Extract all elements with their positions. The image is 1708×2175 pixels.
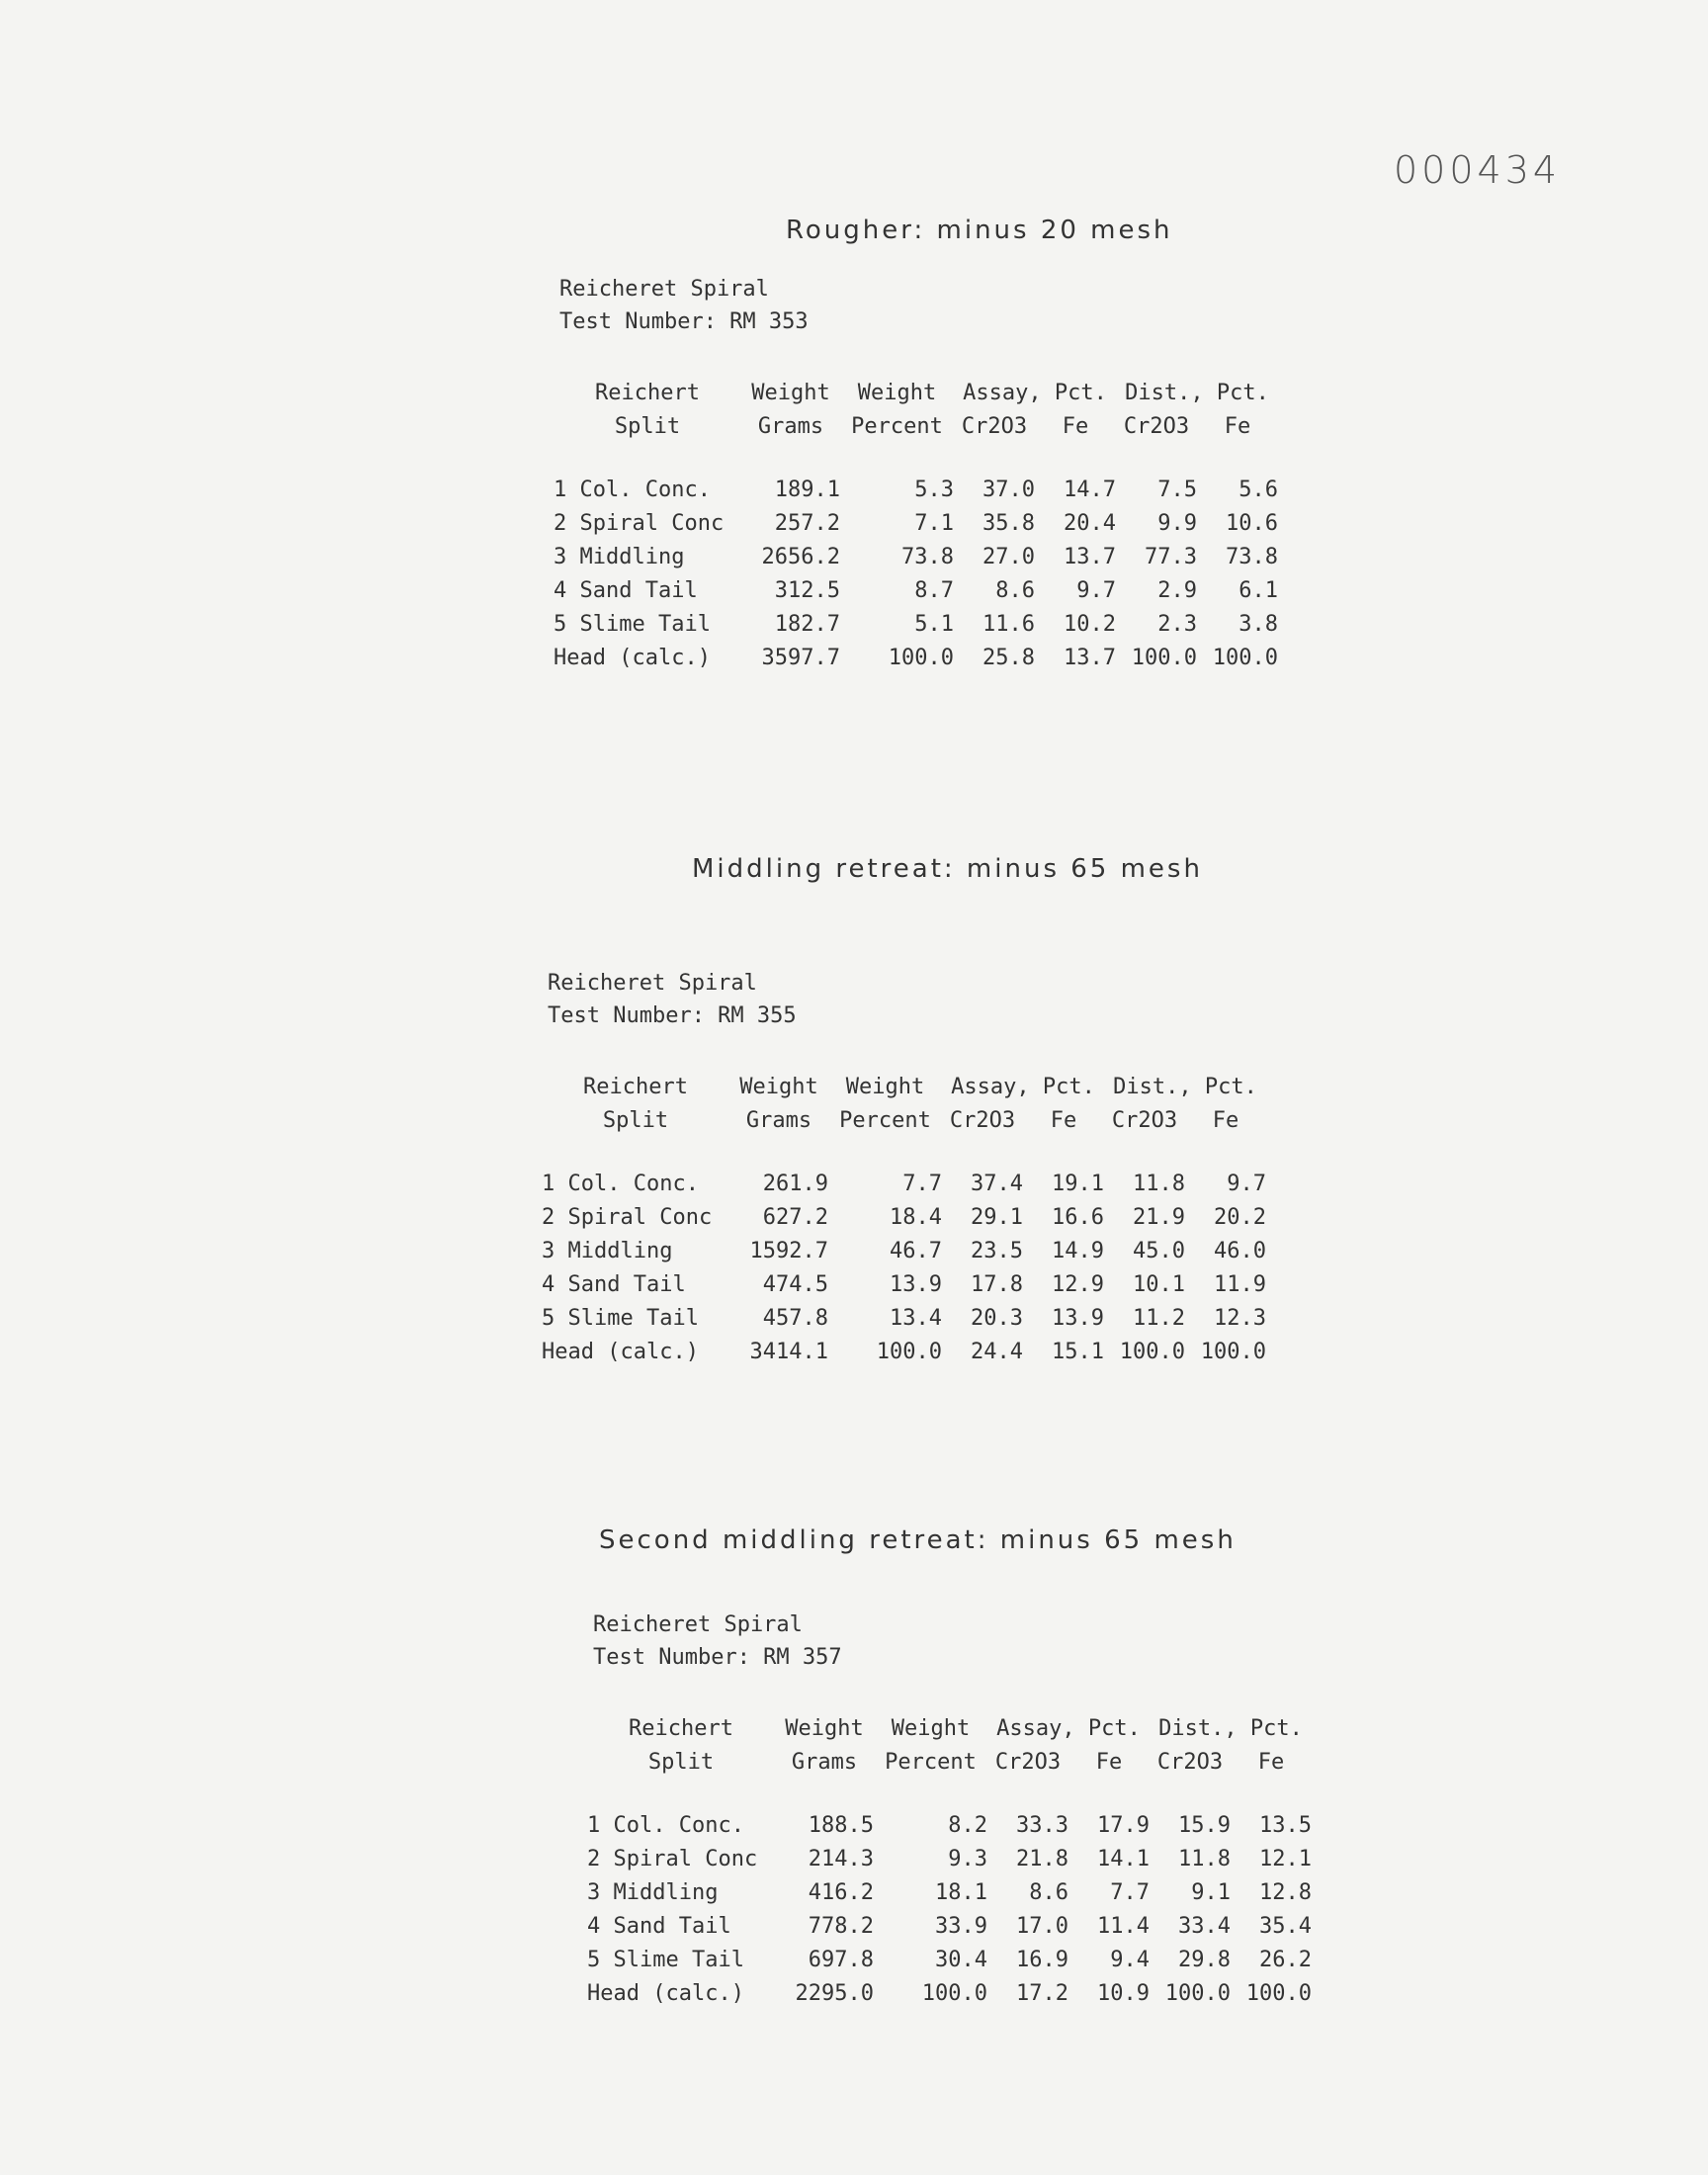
value-cell: 2656.2 — [761, 544, 840, 569]
value-cell: 100.0 — [876, 1339, 942, 1364]
value-cell: 9.7 — [1076, 577, 1116, 603]
value-cell: 25.8 — [982, 645, 1035, 670]
split-label: 1 Col. Conc. — [554, 477, 711, 502]
test-number: Test Number: RM 355 — [548, 1003, 797, 1028]
value-cell: 29.8 — [1178, 1947, 1231, 1972]
table-row — [542, 1301, 1266, 1335]
value-cell: 16.9 — [1016, 1947, 1068, 1972]
value-cell: 1592.7 — [749, 1238, 828, 1263]
column-subheader: Fe — [1257, 1749, 1285, 1775]
value-cell: 100.0 — [1245, 1980, 1312, 2006]
value-cell: 12.3 — [1214, 1305, 1266, 1331]
value-cell: 312.5 — [774, 577, 840, 603]
column-header: Weight — [739, 1074, 818, 1099]
value-cell: 18.4 — [890, 1204, 942, 1230]
column-header: Weight — [785, 1715, 864, 1741]
value-cell: 33.3 — [1016, 1812, 1068, 1838]
column-subheader: Split — [647, 1749, 715, 1775]
row-spacer — [542, 1137, 1266, 1167]
column-subheader: Percent — [851, 413, 943, 439]
value-cell: 8.6 — [995, 577, 1035, 603]
column-header: Reichert — [595, 380, 700, 405]
value-cell: 100.0 — [1119, 1339, 1185, 1364]
header-row-2 — [554, 409, 1278, 443]
value-cell: 416.2 — [808, 1879, 874, 1905]
value-cell: 20.4 — [1064, 510, 1116, 536]
header-row-1 — [542, 1070, 1266, 1103]
value-cell: 457.8 — [762, 1305, 828, 1331]
header-row-1 — [587, 1711, 1312, 1745]
table-row — [554, 506, 1278, 540]
split-label: 2 Spiral Conc — [554, 510, 725, 536]
value-cell: 27.0 — [982, 544, 1035, 569]
value-cell: 189.1 — [774, 477, 840, 502]
value-cell: 19.1 — [1052, 1171, 1104, 1196]
column-subheader: Fe — [1224, 413, 1251, 439]
column-subheader: Split — [602, 1107, 669, 1133]
value-cell: 10.2 — [1064, 611, 1116, 637]
column-header: Reichert — [629, 1715, 733, 1741]
value-cell: 20.2 — [1214, 1204, 1266, 1230]
split-label: 5 Slime Tail — [554, 611, 711, 637]
section-title: Middling retreat: minus 65 mesh — [692, 854, 1203, 884]
value-cell: 11.4 — [1097, 1913, 1150, 1939]
split-label: 3 Middling — [554, 544, 685, 569]
value-cell: 5.3 — [914, 477, 954, 502]
value-cell: 12.8 — [1259, 1879, 1312, 1905]
table-row — [542, 1267, 1266, 1301]
split-label: 4 Sand Tail — [542, 1271, 686, 1297]
value-cell: 3597.7 — [761, 645, 840, 670]
test-number: Test Number: RM 353 — [559, 309, 809, 334]
spacer-cell — [554, 443, 1278, 473]
value-cell: 23.5 — [971, 1238, 1023, 1263]
value-cell: 21.8 — [1016, 1846, 1068, 1871]
value-cell: 30.4 — [935, 1947, 987, 1972]
value-cell: 6.1 — [1238, 577, 1278, 603]
value-cell: 100.0 — [1212, 645, 1278, 670]
split-label: 2 Spiral Conc — [542, 1204, 713, 1230]
value-cell: 697.8 — [808, 1947, 874, 1972]
column-subheader: Cr2O3 — [1111, 1107, 1178, 1133]
column-subheader: Grams — [791, 1749, 858, 1775]
column-subheader: Fe — [1095, 1749, 1123, 1775]
page-number: 000434 — [1394, 148, 1562, 192]
spacer-cell — [542, 1137, 1266, 1167]
value-cell: 3.8 — [1238, 611, 1278, 637]
value-cell: 3414.1 — [749, 1339, 828, 1364]
column-subheader: Fe — [1212, 1107, 1239, 1133]
value-cell: 13.9 — [1052, 1305, 1104, 1331]
table-row — [554, 607, 1278, 641]
value-cell: 17.8 — [971, 1271, 1023, 1297]
value-cell: 13.7 — [1064, 544, 1116, 569]
value-cell: 778.2 — [808, 1913, 874, 1939]
column-header: Weight — [845, 1074, 925, 1099]
column-subheader: Grams — [757, 413, 824, 439]
value-cell: 13.9 — [890, 1271, 942, 1297]
column-subheader: Fe — [1062, 413, 1089, 439]
results-table — [554, 376, 1278, 674]
column-subheader: Fe — [1050, 1107, 1077, 1133]
value-cell: 8.7 — [914, 577, 954, 603]
value-cell: 12.1 — [1259, 1846, 1312, 1871]
section-title: Second middling retreat: minus 65 mesh — [599, 1525, 1237, 1555]
value-cell: 73.8 — [901, 544, 954, 569]
value-cell: 35.4 — [1259, 1913, 1312, 1939]
table-row — [542, 1167, 1266, 1200]
value-cell: 21.9 — [1133, 1204, 1185, 1230]
column-subheader: Cr2O3 — [1123, 413, 1190, 439]
value-cell: 11.8 — [1133, 1171, 1185, 1196]
value-cell: 17.9 — [1097, 1812, 1150, 1838]
column-subheader: Cr2O3 — [949, 1107, 1016, 1133]
split-label: 5 Slime Tail — [542, 1305, 699, 1331]
split-label: Head (calc.) — [554, 645, 711, 670]
value-cell: 9.9 — [1157, 510, 1197, 536]
value-cell: 7.7 — [902, 1171, 942, 1196]
column-header: Dist., Pct. — [1158, 1715, 1303, 1741]
column-header: Assay, Pct. — [996, 1715, 1141, 1741]
column-header: Weight — [751, 380, 830, 405]
value-cell: 77.3 — [1145, 544, 1197, 569]
header-row-1 — [554, 376, 1278, 409]
value-cell: 2295.0 — [795, 1980, 874, 2006]
value-cell: 8.6 — [1029, 1879, 1068, 1905]
value-cell: 33.9 — [935, 1913, 987, 1939]
value-cell: 11.9 — [1214, 1271, 1266, 1297]
value-cell: 261.9 — [762, 1171, 828, 1196]
value-cell: 24.4 — [971, 1339, 1023, 1364]
value-cell: 13.7 — [1064, 645, 1116, 670]
value-cell: 17.2 — [1016, 1980, 1068, 2006]
table-row — [587, 1808, 1312, 1842]
value-cell: 14.1 — [1097, 1846, 1150, 1871]
split-label: 1 Col. Conc. — [587, 1812, 744, 1838]
column-header: Reichert — [583, 1074, 688, 1099]
value-cell: 26.2 — [1259, 1947, 1312, 1972]
results-table — [542, 1070, 1266, 1368]
value-cell: 29.1 — [971, 1204, 1023, 1230]
value-cell: 9.1 — [1191, 1879, 1231, 1905]
value-cell: 8.2 — [948, 1812, 987, 1838]
value-cell: 11.8 — [1178, 1846, 1231, 1871]
value-cell: 7.1 — [914, 510, 954, 536]
value-cell: 188.5 — [808, 1812, 874, 1838]
value-cell: 15.1 — [1052, 1339, 1104, 1364]
value-cell: 20.3 — [971, 1305, 1023, 1331]
value-cell: 35.8 — [982, 510, 1035, 536]
apparatus-label: Reicheret Spiral — [548, 971, 757, 996]
value-cell: 33.4 — [1178, 1913, 1231, 1939]
value-cell: 46.0 — [1214, 1238, 1266, 1263]
table-row — [542, 1234, 1266, 1267]
value-cell: 11.6 — [982, 611, 1035, 637]
column-subheader: Split — [614, 413, 681, 439]
header-row-2 — [587, 1745, 1312, 1779]
apparatus-label: Reicheret Spiral — [559, 277, 769, 302]
value-cell: 257.2 — [774, 510, 840, 536]
value-cell: 13.5 — [1259, 1812, 1312, 1838]
column-subheader: Percent — [839, 1107, 931, 1133]
value-cell: 5.1 — [914, 611, 954, 637]
split-label: 4 Sand Tail — [587, 1913, 731, 1939]
value-cell: 100.0 — [921, 1980, 987, 2006]
value-cell: 100.0 — [1164, 1980, 1231, 2006]
table-row — [587, 1909, 1312, 1943]
column-subheader: Cr2O3 — [961, 413, 1028, 439]
table-row — [554, 641, 1278, 674]
column-subheader: Percent — [885, 1749, 977, 1775]
split-label: Head (calc.) — [587, 1980, 744, 2006]
value-cell: 46.7 — [890, 1238, 942, 1263]
value-cell: 10.9 — [1097, 1980, 1150, 2006]
value-cell: 182.7 — [774, 611, 840, 637]
value-cell: 627.2 — [762, 1204, 828, 1230]
table-row — [554, 573, 1278, 607]
value-cell: 9.4 — [1110, 1947, 1150, 1972]
column-header: Dist., Pct. — [1113, 1074, 1257, 1099]
table-row — [587, 1976, 1312, 2010]
value-cell: 18.1 — [935, 1879, 987, 1905]
value-cell: 37.0 — [982, 477, 1035, 502]
column-subheader: Grams — [745, 1107, 812, 1133]
split-label: 3 Middling — [542, 1238, 673, 1263]
value-cell: 11.2 — [1133, 1305, 1185, 1331]
value-cell: 15.9 — [1178, 1812, 1231, 1838]
value-cell: 474.5 — [762, 1271, 828, 1297]
value-cell: 100.0 — [888, 645, 954, 670]
results-table — [587, 1711, 1312, 2010]
column-header: Weight — [891, 1715, 971, 1741]
value-cell: 5.6 — [1238, 477, 1278, 502]
split-label: 3 Middling — [587, 1879, 719, 1905]
value-cell: 7.7 — [1110, 1879, 1150, 1905]
split-label: 5 Slime Tail — [587, 1947, 744, 1972]
value-cell: 14.7 — [1064, 477, 1116, 502]
apparatus-label: Reicheret Spiral — [593, 1612, 803, 1637]
column-header: Weight — [857, 380, 937, 405]
section-title: Rougher: minus 20 mesh — [786, 216, 1173, 245]
value-cell: 13.4 — [890, 1305, 942, 1331]
column-header: Dist., Pct. — [1125, 380, 1269, 405]
value-cell: 9.7 — [1227, 1171, 1266, 1196]
value-cell: 73.8 — [1226, 544, 1278, 569]
value-cell: 100.0 — [1131, 645, 1197, 670]
value-cell: 45.0 — [1133, 1238, 1185, 1263]
table-row — [587, 1842, 1312, 1875]
split-label: Head (calc.) — [542, 1339, 699, 1364]
value-cell: 100.0 — [1200, 1339, 1266, 1364]
test-number: Test Number: RM 357 — [593, 1645, 842, 1670]
table-row — [554, 473, 1278, 506]
table-row — [554, 540, 1278, 573]
value-cell: 10.1 — [1133, 1271, 1185, 1297]
column-header: Assay, Pct. — [951, 1074, 1095, 1099]
value-cell: 2.3 — [1157, 611, 1197, 637]
value-cell: 9.3 — [948, 1846, 987, 1871]
table-row — [587, 1943, 1312, 1976]
spacer-cell — [587, 1779, 1312, 1808]
row-spacer — [587, 1779, 1312, 1808]
value-cell: 12.9 — [1052, 1271, 1104, 1297]
value-cell: 37.4 — [971, 1171, 1023, 1196]
split-label: 4 Sand Tail — [554, 577, 698, 603]
value-cell: 16.6 — [1052, 1204, 1104, 1230]
value-cell: 7.5 — [1157, 477, 1197, 502]
row-spacer — [554, 443, 1278, 473]
table-row — [542, 1335, 1266, 1368]
table-row — [542, 1200, 1266, 1234]
value-cell: 17.0 — [1016, 1913, 1068, 1939]
column-header: Assay, Pct. — [963, 380, 1107, 405]
column-subheader: Cr2O3 — [1156, 1749, 1224, 1775]
column-subheader: Cr2O3 — [994, 1749, 1062, 1775]
header-row-2 — [542, 1103, 1266, 1137]
table-row — [587, 1875, 1312, 1909]
value-cell: 2.9 — [1157, 577, 1197, 603]
split-label: 1 Col. Conc. — [542, 1171, 699, 1196]
value-cell: 14.9 — [1052, 1238, 1104, 1263]
split-label: 2 Spiral Conc — [587, 1846, 758, 1871]
value-cell: 10.6 — [1226, 510, 1278, 536]
value-cell: 214.3 — [808, 1846, 874, 1871]
